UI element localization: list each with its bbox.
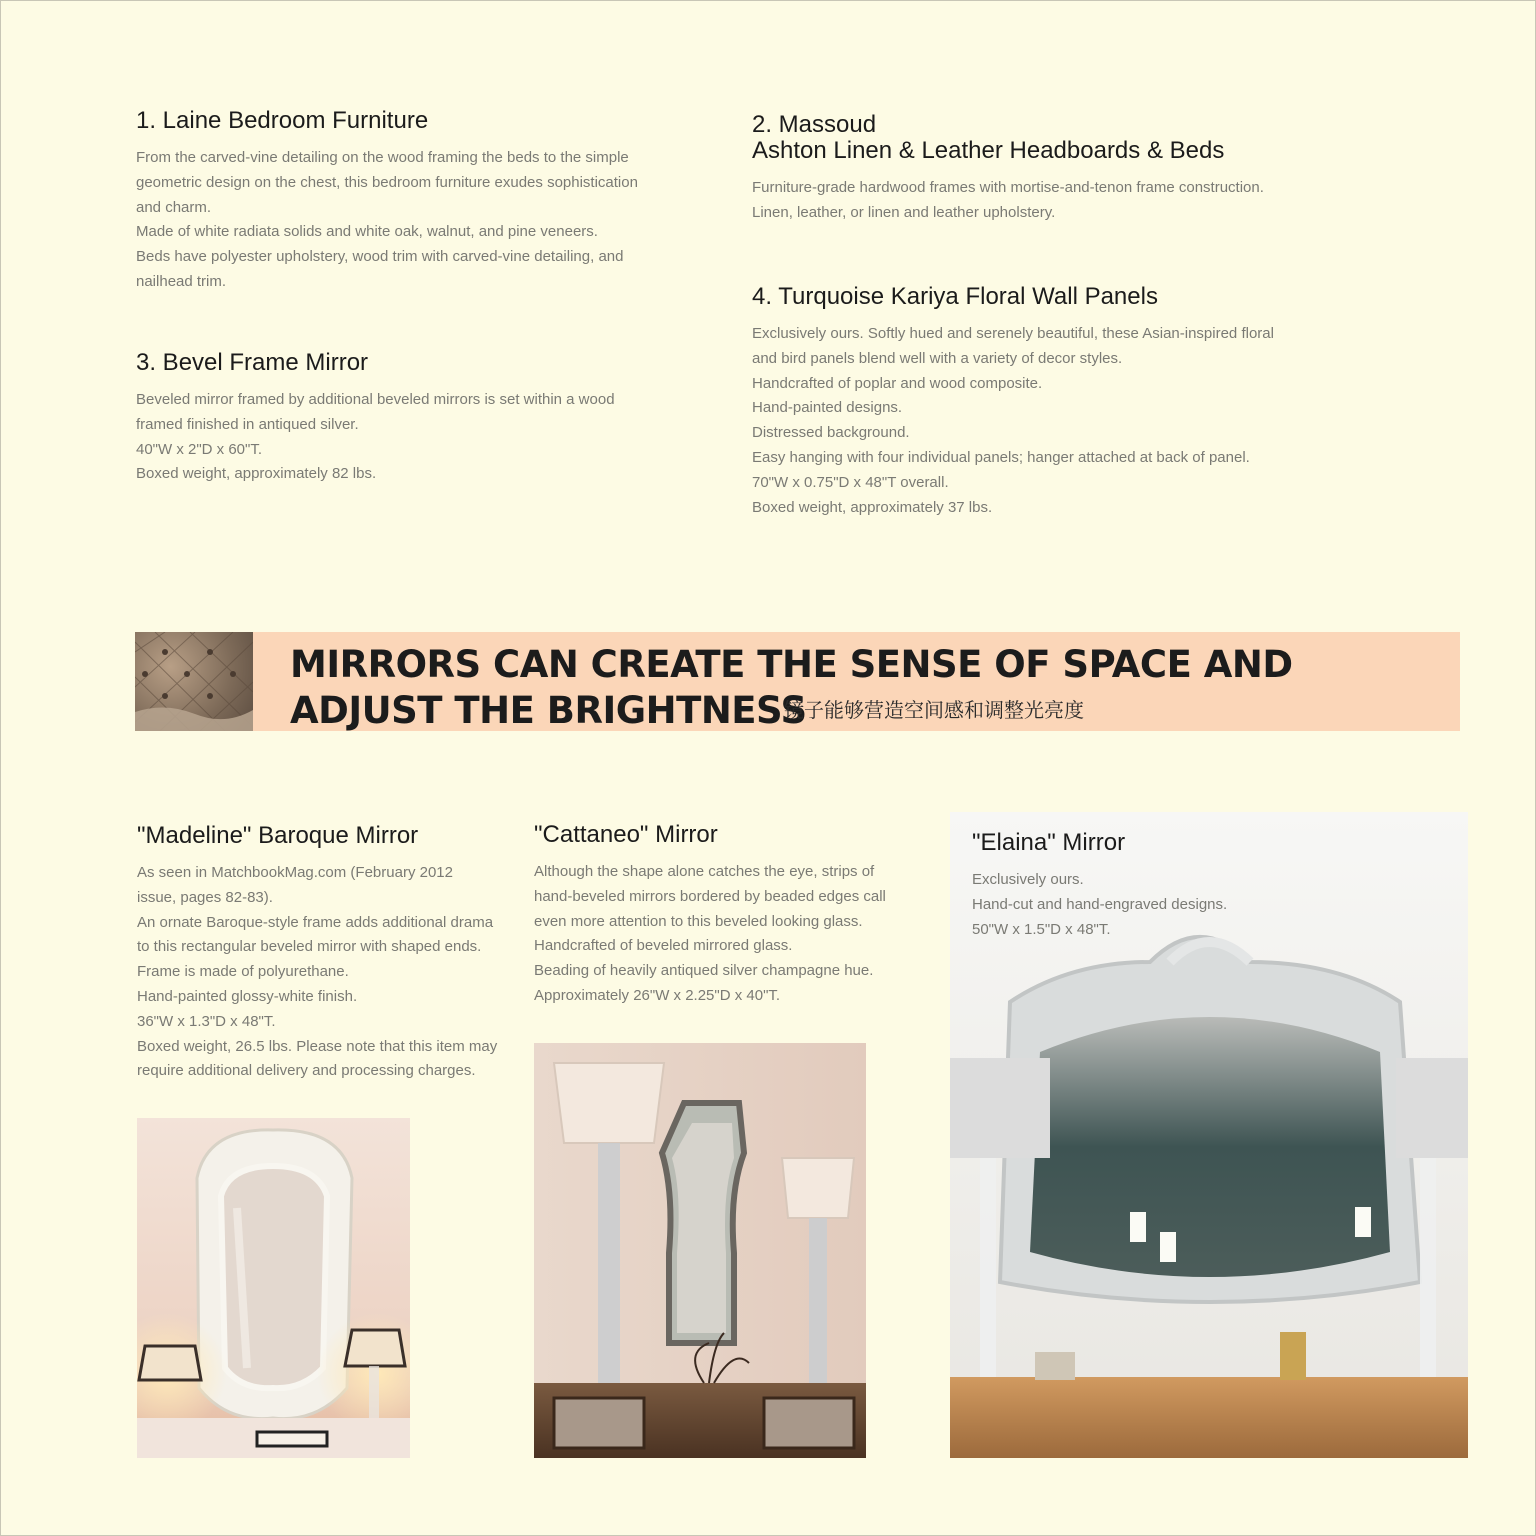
description-line: Distressed background. [752,424,910,442]
item-laine [136,108,638,295]
banner-subtitle-cn: 镜子能够营造空间感和调整光亮度 [784,698,1084,722]
description-line: Beds have polyester upholstery, wood trim with carved-vine detailing, and [136,248,624,266]
item-title: "Cattaneo" Mirror [534,821,718,848]
description-line: Handcrafted of beveled mirrored glass. [534,937,793,955]
item-description [752,176,1264,226]
description-line: Boxed weight, approximately 82 lbs. [136,465,377,483]
description-line: to this rectangular beveled mirror with shaped ends. [137,938,482,956]
item-elaina-mirror [972,830,1227,942]
description-line: Exclusively ours. Softly hued and serenely beautiful, these Asian-inspired floral [752,325,1274,342]
description-line: Beading of heavily antiqued silver champagne hue. [534,962,874,980]
item-description [136,388,615,487]
item-massoud [752,112,1264,226]
elaina-mirror-photo [950,812,1468,1458]
description-line: Boxed weight, 26.5 lbs. Please note that this item may [137,1037,498,1055]
item-title: 4. Turquoise Kariya Floral Wall Panels [752,283,1158,310]
description-line: 40"W x 2"D x 60"T. [136,440,263,458]
description-line: As seen in MatchbookMag.com (February 2012 [137,864,453,881]
description-line: From the carved-vine detailing on the wood framing the beds to the simple [136,149,629,166]
description-line: nailhead trim. [136,272,227,290]
description-line: issue, pages 82-83). [137,888,273,906]
banner-title-line: MIRRORS CAN CREATE THE SENSE OF SPACE AND [290,643,1293,686]
item-title-line: 2. Massoud [752,111,877,138]
item-description [972,868,1227,942]
description-line: Approximately 26"W x 2.25"D x 40"T. [534,986,781,1004]
description-line: even more attention to this beveled looking glass. [534,912,863,930]
description-line: require additional delivery and processing charges. [137,1062,476,1080]
item-description [752,322,1274,520]
description-line: framed finished in antiqued silver. [136,415,359,433]
description-line: Exclusively ours. [972,871,1084,888]
description-line: Easy hanging with four individual panels; hanger attached at back of panel. [752,448,1250,466]
description-line: Furniture-grade hardwood frames with mortise-and-tenon frame construction. [752,179,1264,196]
item-turquoise-panels [752,284,1274,520]
description-line: Boxed weight, approximately 37 lbs. [752,498,993,516]
description-line: 70"W x 0.75"D x 48"T overall. [752,473,949,491]
description-line: Made of white radiata solids and white oak, walnut, and pine veneers. [136,223,598,241]
item-bevel-mirror [136,350,615,487]
item-description [534,860,886,1009]
description-line: and charm. [136,198,212,216]
item-cattaneo-mirror [534,822,886,1009]
cattaneo-mirror-photo [534,1043,866,1458]
description-line: and bird panels blend well with a variety of decor styles. [752,349,1123,367]
madeline-mirror-photo [137,1118,410,1458]
item-title: 1. Laine Bedroom Furniture [136,107,429,134]
item-madeline-mirror [137,823,497,1084]
section-banner [135,632,1460,731]
description-line: 50"W x 1.5"D x 48"T. [972,920,1111,938]
description-line: Hand-painted glossy-white finish. [137,987,358,1005]
description-line: Hand-cut and hand-engraved designs. [972,895,1228,913]
item-title: "Elaina" Mirror [972,829,1126,856]
item-title [752,112,1264,164]
description-line: Frame is made of polyurethane. [137,963,349,981]
description-line: Handcrafted of poplar and wood composite. [752,374,1043,392]
description-line: 36"W x 1.3"D x 48"T. [137,1012,276,1030]
description-line: Although the shape alone catches the eye, strips of [534,863,875,880]
description-line: geometric design on the chest, this bedroom furniture exudes sophistication [136,173,638,191]
description-line: Linen, leather, or linen and leather upholstery. [752,203,1056,221]
item-description [137,861,497,1084]
tufted-headboard-photo [135,632,253,731]
item-title: "Madeline" Baroque Mirror [137,822,419,849]
description-line: Hand-painted designs. [752,399,903,417]
item-title-line: Ashton Linen & Leather Headboards & Beds [752,137,1225,164]
banner-title-line: ADJUST THE BRIGHTNESS [290,689,807,732]
description-line: hand-beveled mirrors bordered by beaded edges call [534,887,886,905]
description-line: Beveled mirror framed by additional beveled mirrors is set within a wood [136,391,615,408]
item-title: 3. Bevel Frame Mirror [136,349,369,376]
item-description [136,146,638,295]
description-line: An ornate Baroque-style frame adds additional drama [137,913,494,931]
